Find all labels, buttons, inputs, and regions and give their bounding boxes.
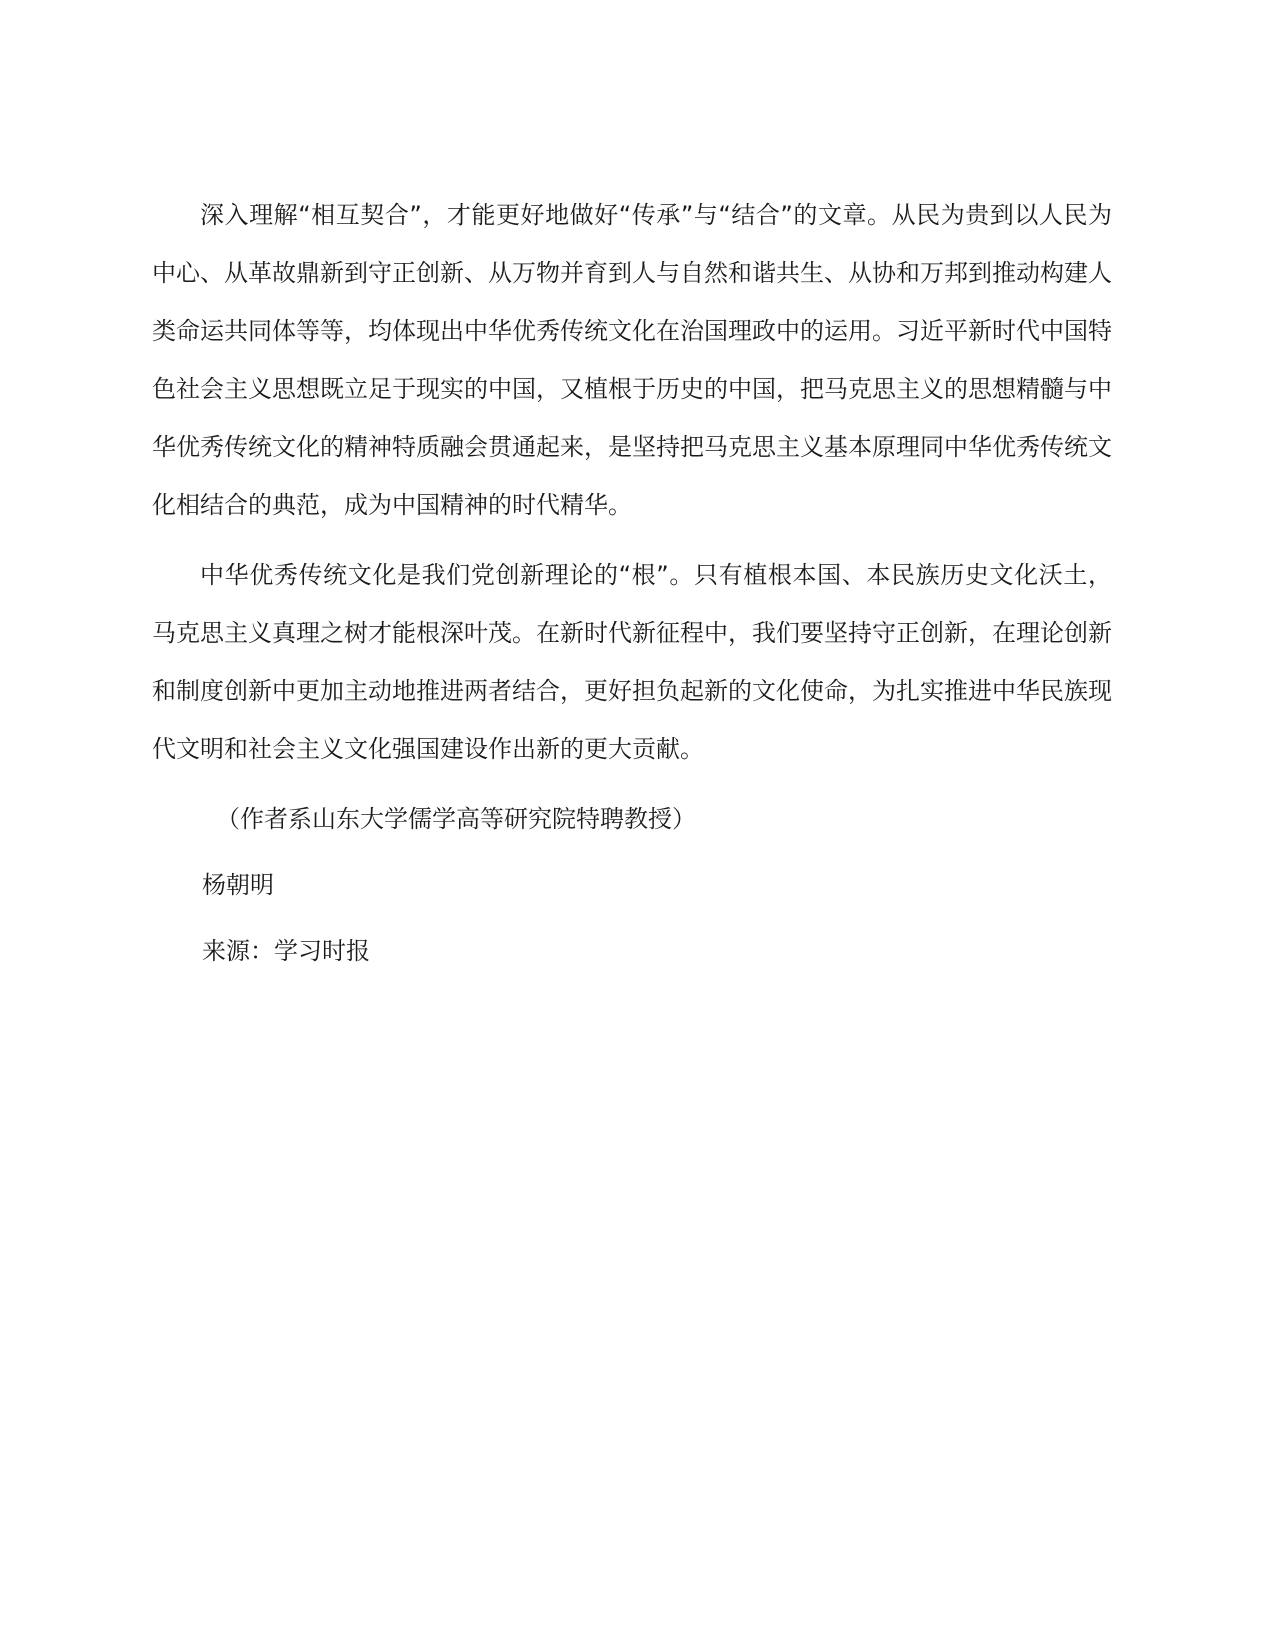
author-note: （作者系山东大学儒学高等研究院特聘教授） bbox=[216, 805, 696, 833]
article-body bbox=[152, 186, 1112, 980]
source-line: 来源：学习时报 bbox=[202, 937, 370, 965]
author-name: 杨朝明 bbox=[202, 871, 274, 899]
article-paragraph: 深入理解“相互契合”，才能更好地做好“传承”与“结合”的文章。从民为贵到以人民为中心、从革故鼎新到守正创新、从万物并育到人与自然和谐共生、从协和万邦到推动构建人类命运共同体等等，均体现出中华优秀传统文化在治国理政中的运用。习近平新时代中国特色社会主义思想既立足于现实的中国，又植根于历史的中国，把马克思主义的思想精髓与中华优秀传统文化的精神特质融会贯通起来，是坚持把马克思主义基本原理同中华优秀传统文化相结合的典范，成为中国精神的时代精华。 bbox=[152, 201, 1112, 519]
article-paragraph: 中华优秀传统文化是我们党创新理论的“根”。只有植根本国、本民族历史文化沃土，马克思主义真理之树才能根深叶茂。在新时代新征程中，我们要坚持守正创新，在理论创新和制度创新中更加主动地推进两者结合，更好担负起新的文化使命，为扎实推进中华民族现代文明和社会主义文化强国建设作出新的更大贡献。 bbox=[152, 561, 1112, 763]
